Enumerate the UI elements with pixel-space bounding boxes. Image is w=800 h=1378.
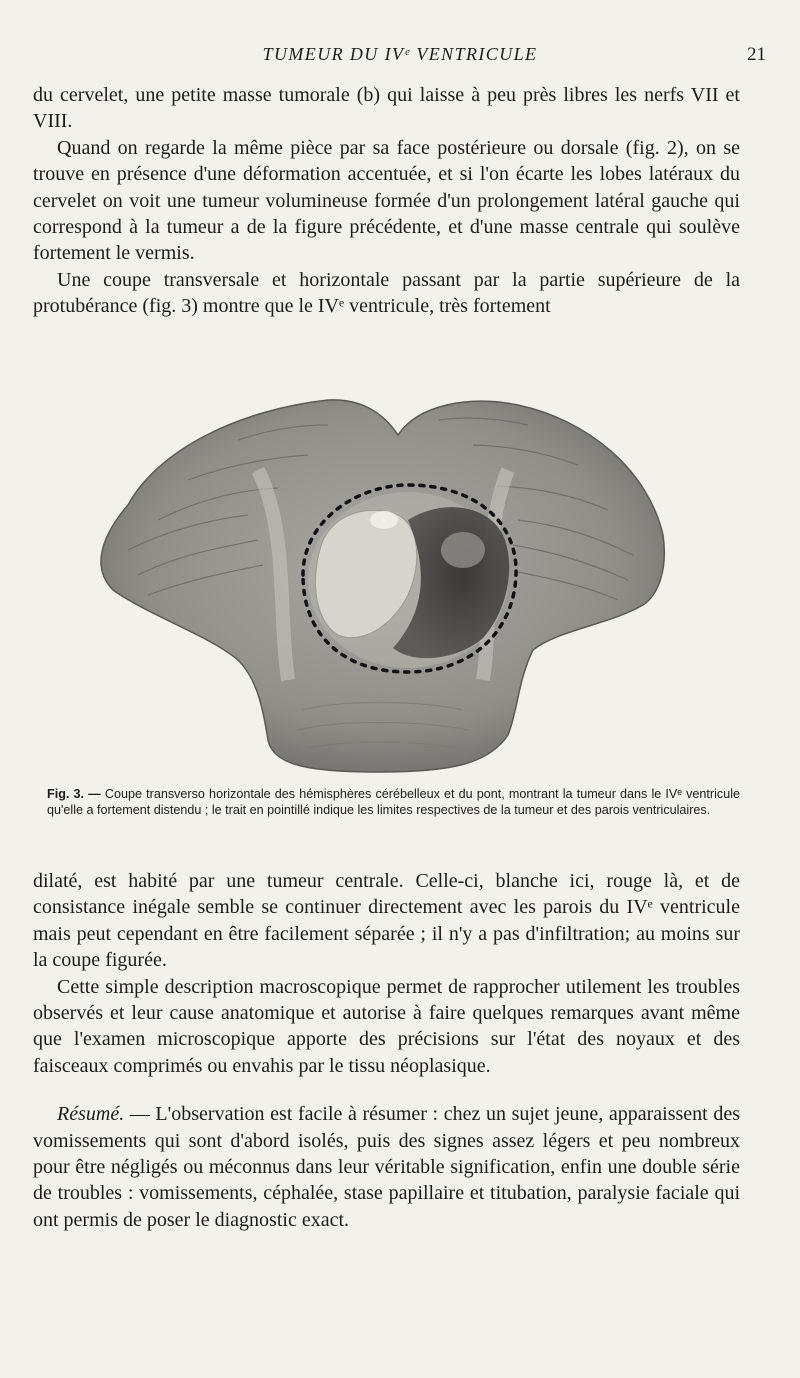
figure-caption	[47, 786, 740, 818]
resume-text: — L'observation est facile à résumer : chez un sujet jeune, apparaissent des vomissements qui sont d'abord isolés, puis des signes assez légers et peu nombreux pour être négligés ou méconnus dans leur véritable signification, enfin une double série de troubles : vomissements, céphalée, stase papillaire et titubation, paralysie faciale qui ont permis de poser le diagnostic exact.	[33, 1103, 740, 1231]
paragraph: du cervelet, une petite masse tumorale (b) qui laisse à peu près libres les nerfs VII et VIII.	[33, 84, 740, 133]
paragraph: Cette simple description macroscopique permet de rapprocher utilement les troubles observés et leur cause anatomique et autorise à faire quelques remarques avant même que l'examen microscopique apporte des précisions sur l'état des noyaux et des faisceaux comprimés ou envahis par le tissu néoplasique.	[33, 975, 740, 1077]
body-text-bottom	[33, 868, 740, 1233]
running-title: TUMEUR DU IVᵉ VENTRICULE	[262, 44, 538, 64]
figure-caption-label: Fig. 3. —	[47, 787, 101, 801]
page-number: 21	[747, 44, 766, 65]
figure-caption-text: Coupe transverso horizontale des hémisphères cérébelleux et du pont, montrant la tumeur dans le IVᵉ ventricule qu'elle a fortement distendu ; le trait en pointillé indique les limites respectives de la tumeur et des parois ventriculaires.	[47, 787, 740, 817]
paragraph: Une coupe transversale et horizontale passant par la partie supérieure de la protubérance (fig. 3) montre que le IVᵉ ventricule, très fortement	[33, 268, 740, 318]
paragraph: Quand on regarde la même pièce par sa face postérieure ou dorsale (fig. 2), on se trouve en présence d'une déformation accentuée, et si l'on écarte les lobes latéraux du cervelet on voit une tumeur volumineuse formée d'un prolongement latéral gauche qui correspond à la tumeur a de la figure précédente, et d'une masse centrale qui soulève fortement le vermis.	[33, 136, 740, 265]
resume-paragraph	[33, 1101, 740, 1233]
body-text-top	[33, 82, 740, 320]
running-head	[30, 44, 770, 70]
paragraph: dilaté, est habité par une tumeur centrale. Celle-ci, blanche ici, rouge là, et de consistance inégale semble se continuer directement avec les parois du IVᵉ ventricule mais peut cependant en être facilement séparée ; il n'y a pas d'infiltration; au moins sur la coupe figurée.	[33, 870, 740, 972]
figure-brain-section	[88, 380, 668, 775]
resume-label: Résumé.	[57, 1103, 125, 1126]
brain-section-illustration	[88, 380, 668, 775]
